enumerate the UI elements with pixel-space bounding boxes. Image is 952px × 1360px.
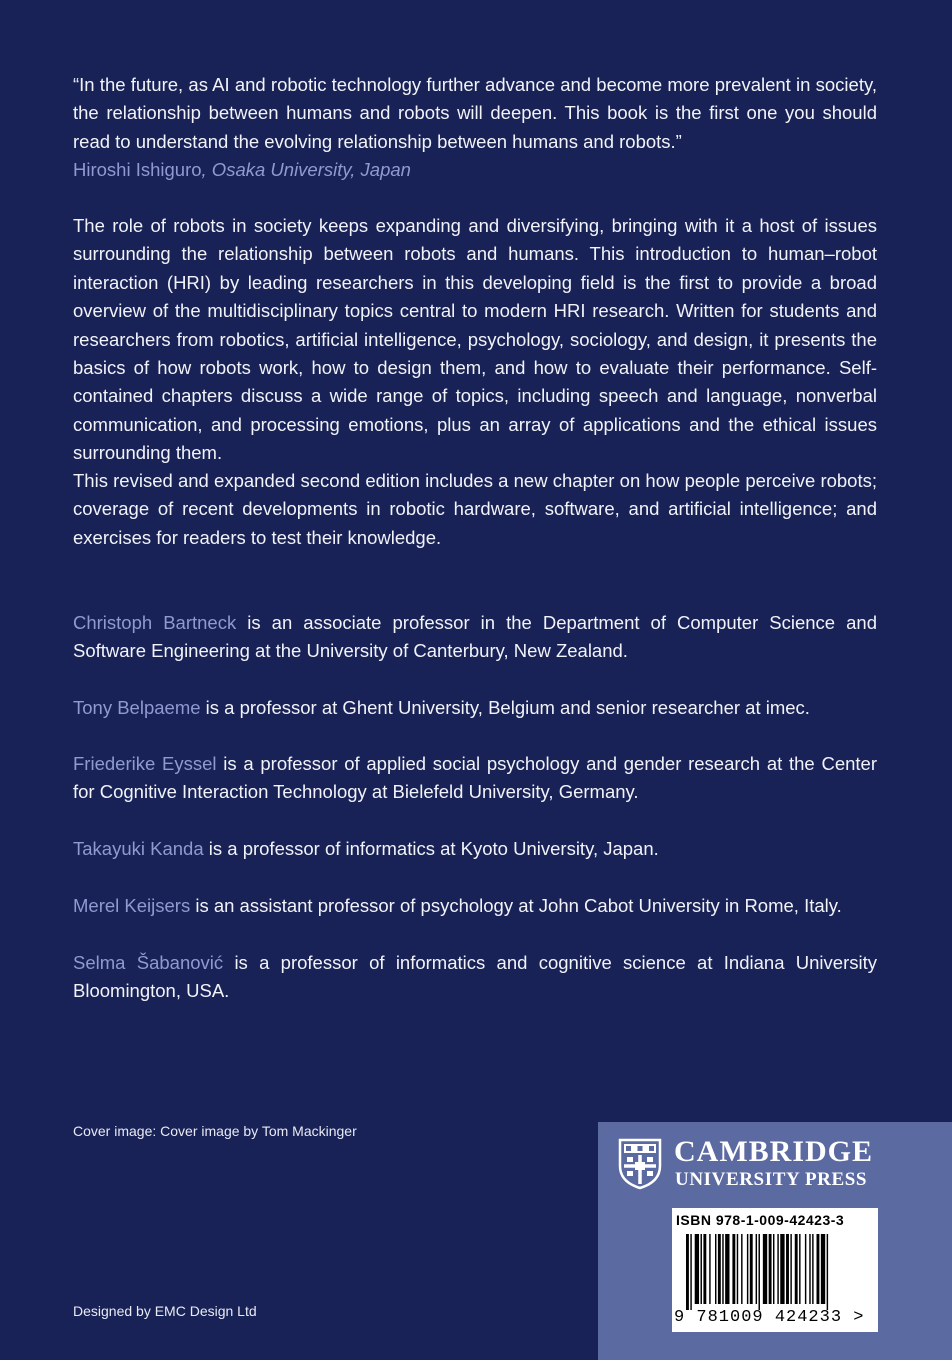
barcode-bar — [821, 1234, 825, 1304]
quote-author: Hiroshi Ishiguro — [73, 159, 202, 181]
barcode-bar — [827, 1234, 828, 1310]
barcode-bar — [769, 1234, 772, 1304]
barcode-digits: 9 781009 424233 > — [674, 1308, 865, 1327]
barcode-bar — [777, 1234, 778, 1304]
barcode-bar — [709, 1234, 710, 1304]
barcode-bar — [817, 1234, 820, 1304]
author-bio — [73, 609, 877, 666]
barcode-bar — [701, 1234, 702, 1304]
barcode-bar — [732, 1234, 735, 1304]
barcode-bar — [790, 1234, 791, 1304]
author-name: Friederike Eyssel — [73, 753, 217, 774]
author-name: Merel Keijsers — [73, 895, 191, 916]
barcode-bar — [795, 1234, 798, 1304]
barcode-bar — [773, 1234, 774, 1304]
barcode-bar — [741, 1234, 742, 1304]
barcode-bar — [695, 1234, 699, 1304]
publisher-panel — [598, 1122, 952, 1360]
barcode-bar — [737, 1234, 738, 1304]
barcode-bar — [725, 1234, 729, 1304]
author-bio-text: is an assistant professor of psychology at John Cabot University in Rome, Italy. — [190, 895, 842, 916]
publisher-name: CAMBRIDGE — [674, 1135, 874, 1168]
barcode-bar — [690, 1234, 691, 1310]
barcode-bar — [715, 1234, 716, 1304]
barcode-bar — [809, 1234, 810, 1304]
author-name: Selma Šabanović — [73, 952, 224, 973]
barcode-bar — [812, 1234, 813, 1304]
author-bio — [73, 835, 877, 863]
barcode-bar — [703, 1234, 706, 1304]
barcode-bar — [805, 1234, 806, 1304]
barcode-bars — [686, 1234, 872, 1310]
author-bio-text: is a professor of applied social psychology and gender research at the Center for Cognitive Interaction Technology at Bielefeld University, Germany. — [73, 753, 877, 803]
quote-affiliation: , Osaka University, Japan — [201, 159, 411, 181]
author-bio — [73, 694, 877, 722]
author-bio — [73, 750, 877, 807]
publisher-press: UNIVERSITY PRESS — [675, 1169, 868, 1190]
isbn-label: ISBN 978-1-009-42423-3 — [676, 1212, 845, 1228]
author-bio — [73, 892, 877, 920]
barcode-bar — [750, 1234, 753, 1304]
barcode-bar — [756, 1234, 757, 1304]
author-name: Takayuki Kanda — [73, 838, 204, 859]
author-name: Tony Belpaeme — [73, 697, 201, 718]
author-bio-text: is a professor of informatics at Kyoto University, Japan. — [203, 838, 659, 859]
quote-text: “In the future, as AI and robotic technology further advance and become more prevalent in society, the relationship between humans and robots will deepen. This book is the first one you should read to understand the evolving relationship between humans and robots.” — [73, 74, 877, 152]
barcode-bar — [763, 1234, 767, 1304]
cambridge-crest-icon — [618, 1138, 662, 1190]
barcode-bar — [780, 1234, 784, 1304]
barcode-bar — [718, 1234, 721, 1304]
barcode-bar — [759, 1234, 760, 1310]
description-paragraph: The role of robots in society keeps expanding and diversifying, bringing with it a host of issues surrounding the relationship between robots and humans. This introduction to human–robot interaction (HRI) by leading researchers in this developing field is the first to provide a broad overview of the multidisciplinary topics central to modern HRI research. Written for students and researchers from robotics, artificial intelligence, psychology, sociology, and design, it presents the basics of how robots work, how to design them, and how to evaluate their performance. Self-contained chapters discuss a wide range of topics, including speech and language, nonverbal communication, and processing emotions, plus an array of applications and the ethical issues surrounding them. — [73, 215, 877, 464]
author-bio-text: is a professor at Ghent University, Belgium and senior researcher at imec. — [200, 697, 810, 718]
description-paragraph: This revised and expanded second edition includes a new chapter on how people perceive robots; coverage of recent developments in robotic hardware, software, and artificial intelligence; and exercises for readers to test their knowledge. — [73, 470, 877, 548]
author-name: Christoph Bartneck — [73, 612, 237, 633]
endorsement-quote — [73, 71, 877, 185]
barcode-bar — [686, 1234, 689, 1310]
author-bio — [73, 949, 877, 1006]
barcode-bar — [747, 1234, 748, 1304]
barcode-bar — [786, 1234, 789, 1304]
barcode-bar — [799, 1234, 800, 1304]
barcode-bar — [722, 1234, 723, 1304]
designer-credit: Designed by EMC Design Ltd — [73, 1303, 257, 1319]
author-bio-text: is an associate professor in the Department of Computer Science and Software Engineering at the University of Canterbury, New Zealand. — [73, 612, 878, 662]
isbn-barcode — [672, 1208, 878, 1332]
author-bio-text: is a professor of informatics and cognitive science at Indiana University Bloomington, USA. — [73, 952, 877, 1002]
cover-credit: Cover image: Cover image by Tom Mackinger — [73, 1123, 357, 1139]
